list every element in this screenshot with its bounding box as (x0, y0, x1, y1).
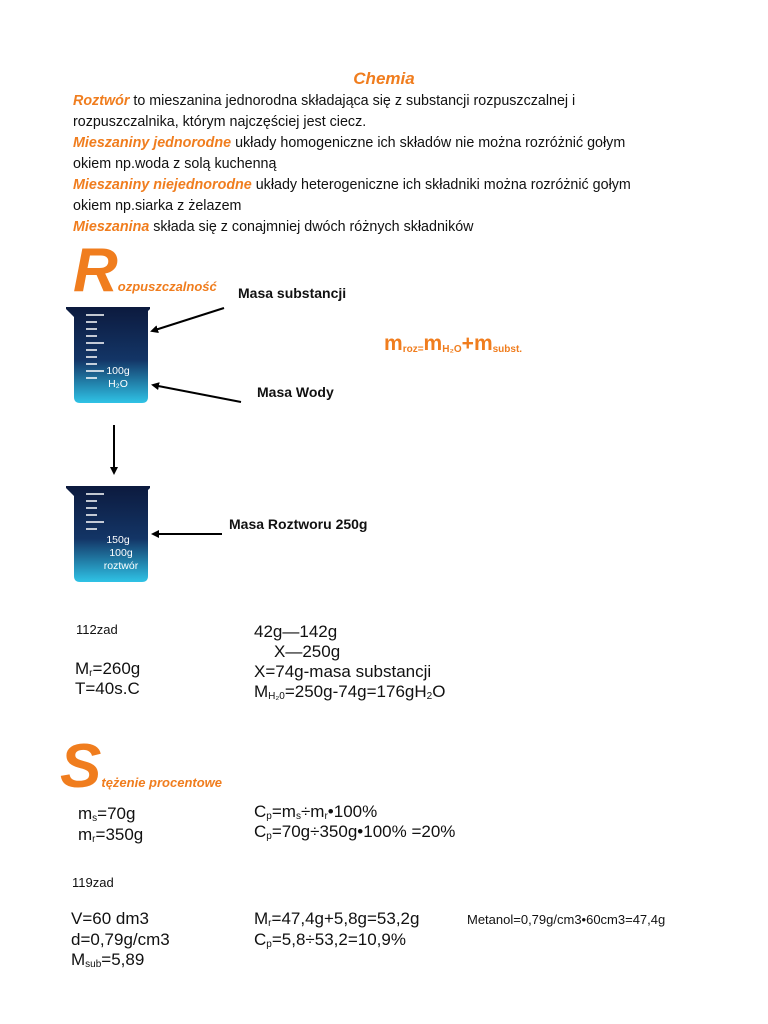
sym: M (254, 909, 269, 928)
section-initial: R (73, 236, 118, 305)
formula-sub: subst. (492, 344, 523, 355)
sym-sub: s (295, 811, 301, 822)
value: =47,4g+5,8g=53,2g (271, 909, 420, 928)
sym-sub: 2 (426, 691, 433, 702)
beaker-label-mass: 100g (106, 365, 130, 377)
sym-sub: r (268, 918, 272, 929)
value: =250g-74g=176gH (284, 682, 427, 701)
label-masa-roztworu: Masa Roztworu 250g (229, 516, 368, 532)
sym: m (78, 804, 93, 823)
sym: C (254, 822, 267, 841)
sym-sub: s (92, 813, 98, 824)
task-112-line2: X—250g (274, 642, 341, 661)
term-niejednorodne: Mieszaniny niejednorodne (73, 177, 252, 193)
value: =5,8÷53,2=10,9% (271, 930, 406, 949)
sym-sub: p (266, 831, 272, 842)
sym: M (71, 950, 86, 969)
sym-sub: sub (85, 959, 102, 970)
stez-mr (78, 825, 143, 850)
sym-sub: r (92, 834, 96, 845)
formula-plus: + (461, 332, 474, 355)
sym: m (78, 825, 93, 844)
section-heading-stezenie (60, 732, 222, 801)
stez-cp-result (254, 822, 455, 847)
beaker-label-water: H₂O (108, 378, 128, 390)
definition-text-cont: okiem np.siarka z żelazem (73, 198, 242, 214)
beaker-label-solution: roztwór (103, 560, 139, 572)
task-112-line4 (254, 682, 445, 707)
term-roztwor: Roztwór (73, 93, 130, 109)
task-119-metanol: Metanol=0,79g/cm3•60cm3=47,4g (467, 912, 666, 927)
term-jednorodne: Mieszaniny jednorodne (73, 135, 232, 151)
arrow-to-water (153, 385, 241, 402)
value: =350g (95, 825, 144, 844)
value: =5,89 (101, 950, 145, 969)
value: =260g (92, 659, 141, 678)
sym: C (254, 802, 267, 821)
term-mieszanina: Mieszanina (73, 219, 150, 235)
value: =70g÷350g•100% =20% (271, 822, 456, 841)
task-112-line3: X=74g-masa substancji (254, 662, 432, 681)
page-title: Chemia (353, 69, 415, 88)
value: •100% (327, 802, 378, 821)
definition-text: układy heterogeniczne ich składniki można rozróżnić gołym (251, 177, 631, 193)
sym-sub: r (89, 668, 93, 679)
sym-sub: H₂0 (268, 691, 285, 702)
formula-m: m (384, 332, 403, 355)
sym: M (75, 659, 90, 678)
value: =m (271, 802, 296, 821)
beaker-label-water: 100g (109, 547, 133, 559)
formula-sub: roz= (402, 344, 424, 355)
sym: M (254, 682, 269, 701)
formula-mass (384, 332, 522, 356)
formula-m: m (473, 332, 493, 355)
formula-m: m (423, 332, 443, 355)
definition-text-cont: okiem np.woda z solą kuchenną (73, 156, 277, 172)
definition-text: składa się z conajmniej dwóch różnych składników (149, 219, 474, 235)
sym-sub: r (324, 811, 328, 822)
label-masa-substancji: Masa substancji (238, 285, 347, 301)
section-initial: S (60, 732, 102, 801)
sym-sub: p (266, 939, 272, 950)
value: ÷m (300, 802, 325, 821)
task-119-msub (71, 950, 144, 975)
value: =70g (97, 804, 136, 823)
definition-text: to mieszanina jednorodna składająca się z substancji rozpuszczalnej i (129, 93, 576, 109)
definition-text: układy homogeniczne ich składów nie można rozróżnić gołym (231, 135, 626, 151)
formula-sub: H₂O (442, 344, 462, 355)
beaker-label-substance: 150g (106, 534, 130, 546)
definition-text-cont: rozpuszczalnika, którym najczęściej jest ciecz. (73, 114, 367, 130)
value: O (432, 682, 446, 701)
sym: C (254, 930, 267, 949)
task-119-volume: V=60 dm3 (71, 909, 149, 928)
task-119-density: d=0,79g/cm3 (71, 930, 170, 949)
task-112-temp: T=40s.C (75, 679, 140, 698)
task-119-cp (254, 930, 406, 955)
task-112-label: 112zad (76, 622, 118, 637)
sym-sub: p (266, 811, 272, 822)
section-title: ozpuszczalność (117, 279, 217, 294)
label-masa-wody: Masa Wody (257, 384, 334, 400)
task-112-line1: 42g—142g (254, 622, 338, 641)
task-119-label: 119zad (72, 875, 114, 890)
section-title: tężenie procentowe (101, 775, 222, 790)
arrow-to-substance (152, 308, 224, 331)
